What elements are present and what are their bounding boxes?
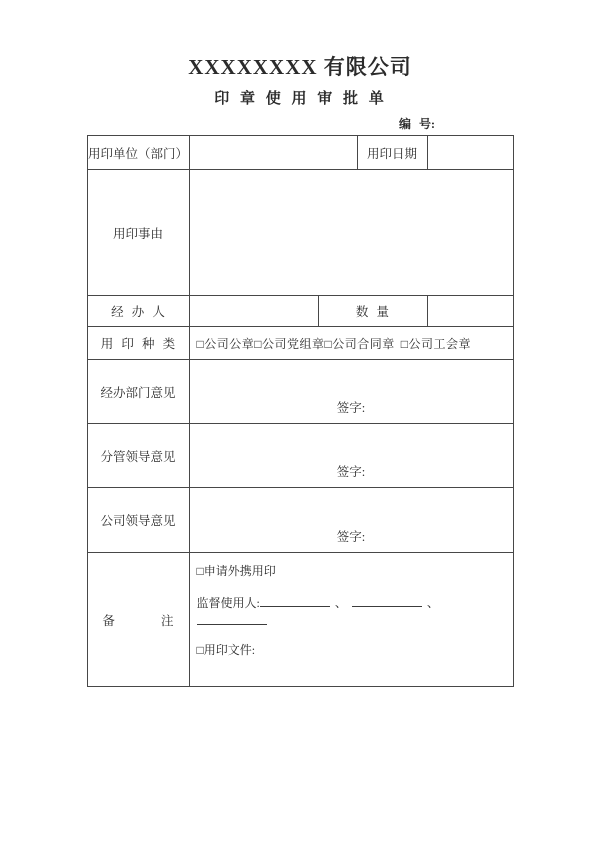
option-label: 公司公章: [204, 336, 255, 351]
row-seal-type: [87, 327, 513, 360]
seal-type-option-contract-seal: [325, 337, 395, 351]
remark-label-cell: 备 注: [87, 553, 189, 687]
handler-value-cell: [189, 296, 318, 327]
remark-supervisor-line: [197, 593, 513, 629]
reason-value-cell: [189, 170, 513, 296]
quantity-label-cell: 数 量: [318, 296, 427, 327]
serial-label: 编 号:: [399, 117, 435, 131]
remark-document-line: [197, 643, 513, 658]
leader-opinion-label-cell: 分管领导意见: [87, 424, 189, 488]
carryout-label: 申请外携用印: [203, 564, 276, 578]
seal-type-option-party-seal: [254, 337, 324, 351]
seal-type-option-union-seal: [401, 337, 471, 351]
row-dept-opinion: [87, 360, 513, 424]
quantity-value-cell: [427, 296, 513, 327]
checkbox-icon: □: [254, 336, 263, 351]
row-unit-date: [87, 136, 513, 170]
leader-sign-label: 签字:: [336, 465, 366, 479]
handler-label-cell: 经 办 人: [87, 296, 189, 327]
checkbox-icon: □: [400, 336, 409, 351]
dept-sign-label: 签字:: [336, 401, 366, 415]
option-label: 公司工会章: [408, 336, 472, 351]
date-value-cell: [427, 136, 513, 170]
checkbox-icon: □: [196, 564, 204, 578]
row-leader-opinion: [87, 424, 513, 488]
option-label: 公司合同章: [332, 336, 395, 351]
company-sign-label: 签字:: [336, 530, 366, 544]
reason-label-cell: 用印事由: [87, 170, 189, 296]
document-label: 用印文件:: [203, 643, 256, 657]
seal-type-option-company-seal: [197, 337, 255, 351]
dept-opinion-cell: [189, 360, 513, 424]
row-handler-quantity: [87, 296, 513, 327]
supervisor-blank-3: [197, 611, 267, 625]
unit-label-cell: 用印单位（部门）: [87, 136, 189, 170]
row-company-opinion: [87, 488, 513, 553]
row-reason: [87, 170, 513, 296]
remark-content-cell: [189, 553, 513, 687]
seal-usage-table: [87, 135, 514, 687]
date-label-cell: 用印日期: [357, 136, 427, 170]
enumeration-comma-separator: 、: [426, 596, 439, 610]
seal-type-options-cell: [189, 327, 513, 360]
company-opinion-cell: [189, 488, 513, 553]
company-opinion-label-cell: 公司领导意见: [87, 488, 189, 553]
checkbox-icon: □: [196, 643, 204, 657]
enumeration-comma-separator: 、: [334, 596, 347, 610]
supervisor-label: 监督使用人:: [196, 596, 260, 610]
supervisor-blank-2: [352, 593, 422, 607]
unit-value-cell: [189, 136, 357, 170]
seal-type-label-cell: 用 印 种 类: [87, 327, 189, 360]
remark-carryout-line: [197, 564, 513, 579]
form-title: 印 章 使 用 审 批 单: [214, 91, 386, 107]
company-title: XXXXXXXX 有限公司: [188, 55, 412, 79]
option-label: 公司党组章: [262, 336, 325, 351]
checkbox-icon: □: [196, 336, 205, 351]
dept-opinion-label-cell: 经办部门意见: [87, 360, 189, 424]
leader-opinion-cell: [189, 424, 513, 488]
supervisor-blank-1: [260, 593, 330, 607]
checkbox-icon: □: [324, 336, 333, 351]
row-remark: [87, 553, 513, 687]
